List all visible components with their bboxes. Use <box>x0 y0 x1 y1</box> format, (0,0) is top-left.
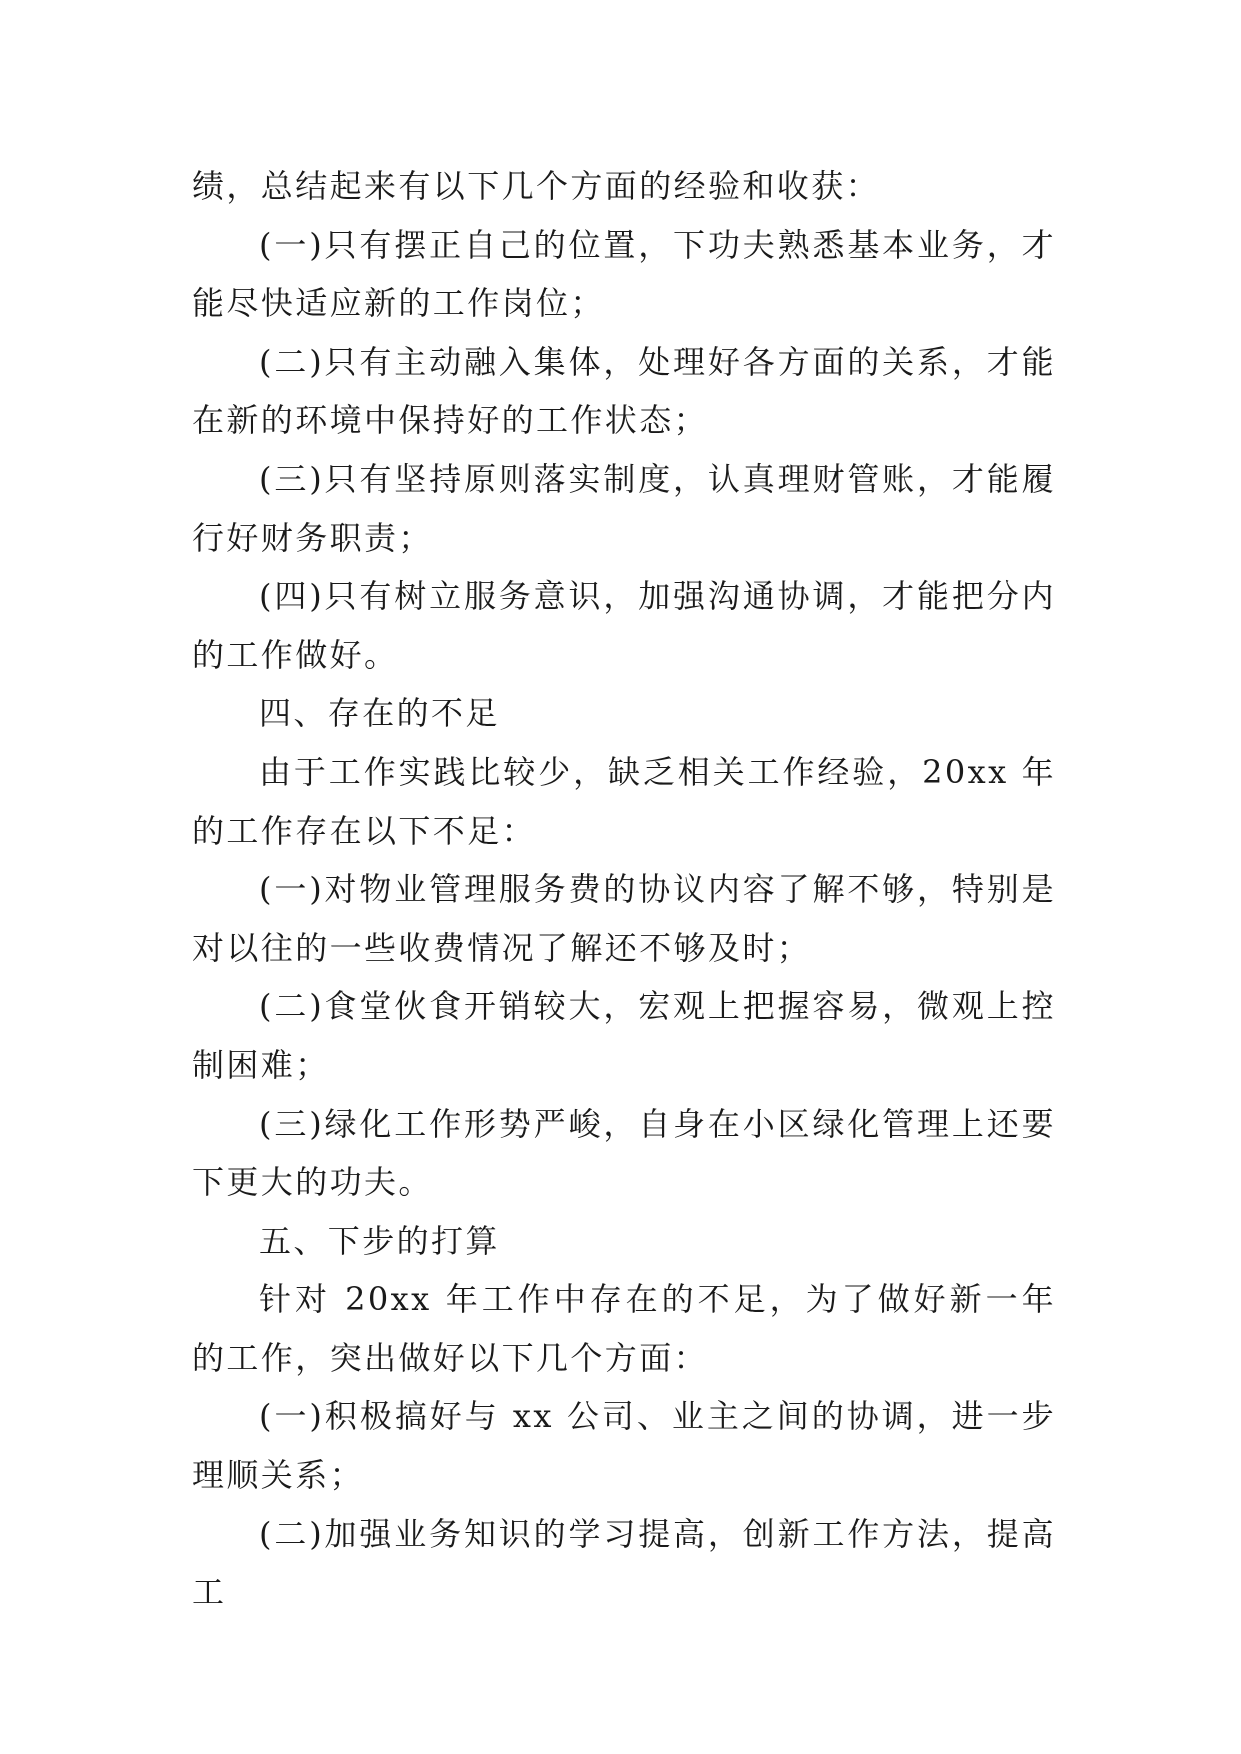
paragraph-shortcoming-1: (一)对物业管理服务费的协议内容了解不够，特别是对以往的一些收费情况了解还不够及时； <box>192 870 1056 967</box>
paragraph-next-steps-intro: 针对 20xx 年工作中存在的不足，为了做好新一年的工作，突出做好以下几个方面： <box>192 1280 1056 1377</box>
paragraph-experience-3: (三)只有坚持原则落实制度，认真理财管账，才能履行好财务职责； <box>192 459 1056 557</box>
paragraph-plan-1: (一)积极搞好与 xx 公司、业主之间的协调，进一步理顺关系； <box>192 1397 1056 1495</box>
paragraph-experience-4: (四)只有树立服务意识，加强沟通协调，才能把分内的工作做好。 <box>192 577 1056 674</box>
paragraph-experience-2: (二)只有主动融入集体，处理好各方面的关系，才能在新的环境中保持好的工作状态； <box>192 342 1056 440</box>
document-body <box>192 157 1056 1622</box>
section-heading-next-steps: 五、下步的打算 <box>259 1221 500 1260</box>
paragraph-shortcoming-3: (三)绿化工作形势严峻，自身在小区绿化管理上还要下更大的功夫。 <box>192 1104 1056 1202</box>
paragraph-plan-2: (二)加强业务知识的学习提高，创新工作方法，提高工 <box>192 1514 1056 1612</box>
paragraph-experience-1: (一)只有摆正自己的位置，下功夫熟悉基本业务，才能尽快适应新的工作岗位； <box>192 225 1056 323</box>
paragraph-shortcoming-2: (二)食堂伙食开销较大，宏观上把握容易，微观上控制困难； <box>192 987 1056 1084</box>
paragraph-summary-intro: 绩，总结起来有以下几个方面的经验和收获： <box>192 167 881 205</box>
paragraph-shortcomings-intro: 由于工作实践比较少，缺乏相关工作经验，20xx 年的工作存在以下不足： <box>192 752 1056 850</box>
section-heading-shortcomings: 四、存在的不足 <box>259 694 500 733</box>
